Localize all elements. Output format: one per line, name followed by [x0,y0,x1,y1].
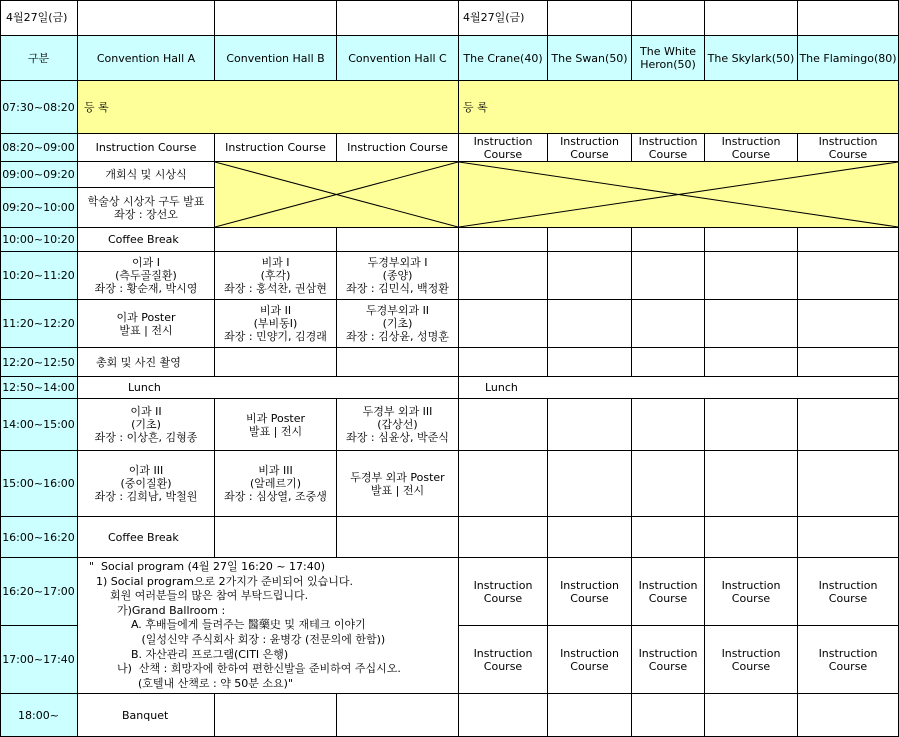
empty-cell [632,517,705,558]
instruction-course [705,134,798,162]
session-chair: 좌장 : 심상열, 조중생 [224,490,327,503]
empty-cell [705,300,798,348]
session-title: 이과 I [132,256,160,269]
empty-cell [798,228,899,252]
empty-cell [798,0,899,36]
empty-cell [78,0,215,36]
header-room: The Swan(50) [548,36,632,81]
empty-cell [705,451,798,517]
empty-cell [798,300,899,348]
session-title: 두경부 외과 III [362,405,433,418]
empty-cell [337,348,459,377]
instruction-course: Instruction Course [215,134,337,162]
empty-cell [632,694,705,737]
empty-cell [459,252,548,300]
session-topic: (갑상선) [377,418,418,431]
instruction-course [632,134,705,162]
session-cell [337,451,459,517]
time-cell: 17:00~17:40 [0,626,78,694]
session-cell [215,399,337,451]
session-cell [215,300,337,348]
session-topic: 발표 | 전시 [370,483,425,497]
social-line: (일성신약 주식회사 회장 : 윤병강 (전문의에 한함)) [82,632,386,646]
session-cell [337,300,459,348]
session-topic: (중이질환) [120,477,172,490]
session-cell [78,451,215,517]
session-title: 이과 Poster [116,310,176,324]
empty-cell [548,694,632,737]
instruction-course-label: Instruction Course [818,578,878,605]
time-cell: 10:20~11:20 [0,252,78,300]
session-chair: 좌장 : 김민식, 백정환 [346,282,449,295]
empty-cell [459,694,548,737]
empty-cell [548,228,632,252]
award-lecture-chair: 좌장 : 장선오 [114,207,178,221]
session-topic: 발표 | 전시 [248,424,303,438]
empty-cell [459,399,548,451]
instruction-course [798,626,899,694]
session-chair: 좌장 : 민양기, 김경래 [224,330,327,343]
instruction-course-label: Instruction Course [818,134,878,161]
instruction-course [548,558,632,626]
header-room: Convention Hall A [78,36,215,81]
empty-cell [215,348,337,377]
session-topic: (부비동I) [253,317,298,330]
session-title: 두경부외과 II [365,304,430,317]
empty-cell [632,348,705,377]
instruction-course-label: Instruction Course [638,578,698,605]
social-line: 회원 여러분들의 많은 참여 부탁드립니다. [82,589,309,603]
session-cell [215,451,337,517]
social-line: 나) 산책 : 희망자에 한하여 편한신발을 준비하여 주십시오. [82,662,401,676]
coffee-break: Coffee Break [78,228,215,252]
award-lecture [78,188,215,228]
empty-cell [705,399,798,451]
empty-cell [337,0,459,36]
session-chair: 좌장 : 심윤상, 박준식 [346,431,449,444]
session-title: 두경부외과 I [367,256,428,269]
session-topic: (종양) [382,269,413,282]
empty-cell [632,399,705,451]
instruction-course-label: Instruction Course [638,646,698,673]
empty-cell [548,451,632,517]
empty-cell [548,0,632,36]
crossed-block-left [215,162,459,228]
instruction-course [632,558,705,626]
registration-right: 등 록 [459,81,899,134]
opening-ceremony: 개회식 및 시상식 [78,162,215,188]
social-line: (호텔내 산책로 : 약 50분 소요)" [82,676,294,690]
instruction-course [548,134,632,162]
empty-cell [548,252,632,300]
session-title: 비과 Poster [245,411,306,425]
instruction-course [548,626,632,694]
session-topic: (후각) [260,269,291,282]
session-title: 두경부 외과 Poster [350,470,445,484]
empty-cell [548,300,632,348]
empty-cell [798,399,899,451]
header-room-label: The White Heron(50) [640,45,696,71]
instruction-course: Instruction Course [78,134,215,162]
empty-cell [705,252,798,300]
social-line: A. 후배들에게 들려주는 醫藥史 및 재테크 이야기 [82,618,366,632]
session-cell [78,300,215,348]
empty-cell [215,517,337,558]
empty-cell [459,451,548,517]
registration-left: 등 록 [78,81,459,134]
time-cell: 09:00~09:20 [0,162,78,188]
time-cell: 12:50~14:00 [0,377,78,399]
empty-cell [548,348,632,377]
time-cell: 16:20~17:00 [0,558,78,626]
time-cell: 07:30~08:20 [0,81,78,134]
session-title: 비과 II [259,304,292,317]
instruction-course-label: Instruction Course [721,134,781,161]
instruction-course-label: Instruction Course [473,578,533,605]
empty-cell [459,348,548,377]
instruction-course-label: Instruction Course [560,578,619,605]
general-meeting: 총회 및 사진 촬영 [78,348,215,377]
empty-cell [798,348,899,377]
time-cell: 12:20~12:50 [0,348,78,377]
instruction-course-label: Instruction Course [560,646,619,673]
instruction-course-label: Instruction Course [721,578,781,605]
time-cell: 16:00~16:20 [0,517,78,558]
empty-cell [705,348,798,377]
social-line: B. 자산관리 프로그램(CITI 은행) [82,647,289,661]
empty-cell [705,517,798,558]
date-right: 4월27일(금) [459,0,548,36]
empty-cell [215,694,337,737]
session-chair: 좌장 : 홍석찬, 권삼현 [224,282,327,295]
empty-cell [548,517,632,558]
empty-cell [337,517,459,558]
empty-cell [632,300,705,348]
session-topic: (측두골질환) [115,269,177,282]
empty-cell [459,517,548,558]
session-cell [337,399,459,451]
header-room: The Flamingo(80) [798,36,899,81]
instruction-course [459,626,548,694]
empty-cell [798,252,899,300]
instruction-course [798,558,899,626]
empty-cell [632,228,705,252]
time-cell: 09:20~10:00 [0,188,78,228]
instruction-course-label: Instruction Course [638,134,698,161]
session-title: 이과 III [128,464,164,477]
date-left: 4월27일(금) [0,0,78,36]
header-gubun: 구분 [0,36,78,81]
empty-cell [459,300,548,348]
empty-cell [548,399,632,451]
award-lecture-title: 학술상 시상자 구두 발표 [87,194,205,208]
instruction-course [705,558,798,626]
header-room: The Skylark(50) [705,36,798,81]
instruction-course [459,134,548,162]
social-line: 가)Grand Ballroom : [82,603,226,617]
social-line: 1) Social program으로 2가지가 준비되어 있습니다. [82,574,353,588]
instruction-course [705,626,798,694]
banquet: Banquet [78,694,215,737]
instruction-course-label: Instruction Course [721,646,781,673]
empty-cell [632,252,705,300]
coffee-break: Coffee Break [78,517,215,558]
session-cell [78,252,215,300]
time-cell: 10:00~10:20 [0,228,78,252]
empty-cell [215,0,337,36]
session-chair: 좌장 : 김희남, 박철원 [94,490,198,503]
lunch-left: Lunch [78,377,459,399]
header-room: Convention Hall B [215,36,337,81]
time-cell: 15:00~16:00 [0,451,78,517]
empty-cell [632,451,705,517]
session-chair: 좌장 : 김상윤, 성명훈 [346,330,449,343]
session-topic: (기초) [131,418,161,431]
empty-cell [798,451,899,517]
empty-cell [705,0,798,36]
instruction-course [459,558,548,626]
instruction-course [798,134,899,162]
time-cell: 14:00~15:00 [0,399,78,451]
empty-cell [705,694,798,737]
session-chair: 좌장 : 이상흔, 김형종 [94,431,198,444]
session-chair: 좌장 : 황순재, 박시영 [94,282,198,295]
instruction-course: Instruction Course [337,134,459,162]
empty-cell [337,228,459,252]
session-cell [78,399,215,451]
session-title: 비과 I [261,256,290,269]
session-topic: 발표 | 전시 [119,323,173,337]
session-topic: (알레르기) [249,477,302,490]
empty-cell [459,228,548,252]
time-cell: 11:20~12:20 [0,300,78,348]
empty-cell [798,517,899,558]
header-room: Convention Hall C [337,36,459,81]
session-title: 이과 II [130,405,162,418]
time-cell: 18:00~ [0,694,78,737]
session-cell [337,252,459,300]
social-line: " Social program (4월 27일 16:20 ~ 17:40) [82,560,326,573]
time-cell: 08:20~09:00 [0,134,78,162]
empty-cell [632,0,705,36]
header-room [632,36,705,81]
session-title: 비과 III [258,464,293,477]
instruction-course-label: Instruction Course [473,646,533,673]
header-room: The Crane(40) [459,36,548,81]
empty-cell [798,694,899,737]
lunch-right: Lunch [459,377,899,399]
social-program [78,558,459,694]
instruction-course [632,626,705,694]
session-topic: (기초) [382,317,413,330]
crossed-block-right [459,162,899,228]
instruction-course-label: Instruction Course [473,134,533,161]
session-cell [215,252,337,300]
instruction-course-label: Instruction Course [818,646,878,673]
empty-cell [215,228,337,252]
empty-cell [337,694,459,737]
empty-cell [705,228,798,252]
instruction-course-label: Instruction Course [560,134,619,161]
